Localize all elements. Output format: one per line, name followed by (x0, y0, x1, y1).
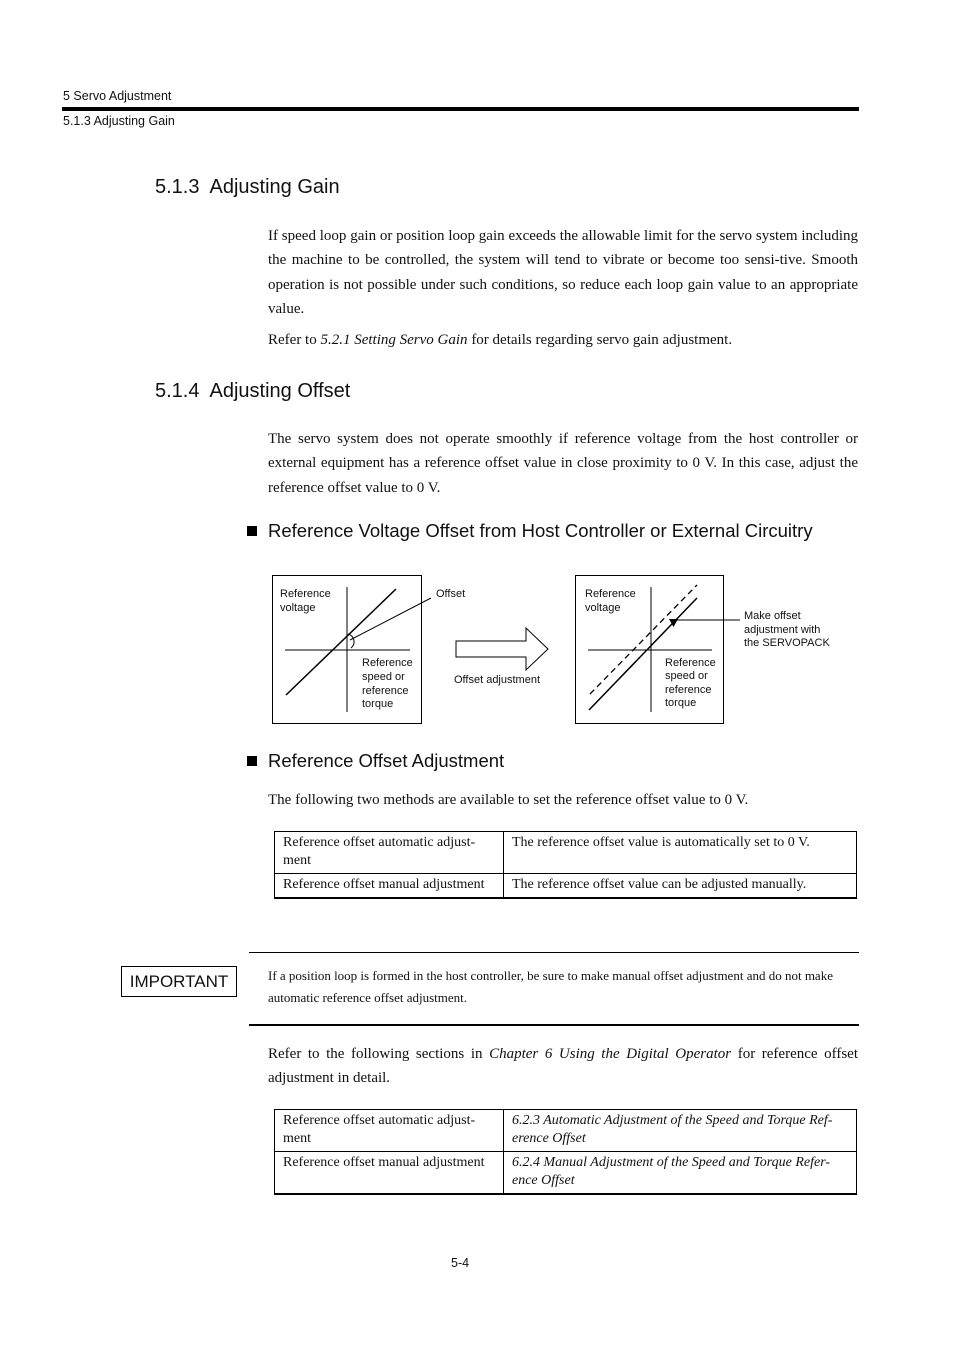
right-y-label-1: Reference (585, 588, 636, 600)
section-514-number: 5.1.4 (155, 380, 200, 402)
table-cell: Reference offset manual adjustment (275, 1152, 504, 1195)
left-x-label-1: Reference (362, 657, 413, 669)
section-513-heading (155, 176, 340, 199)
square-bullet-icon (247, 526, 257, 536)
table-cell-link (504, 1152, 857, 1195)
header-chapter: 5 Servo Adjustment (63, 89, 172, 103)
refer-chapter-link: Chapter 6 Using the Digital Operator (489, 1046, 732, 1062)
callout-label-1: Make offset (744, 610, 801, 622)
left-x-label-2: speed or (362, 671, 405, 683)
section-514-heading (155, 380, 350, 403)
section-ref-623: 6.2.3 Automatic Adjustment of the Speed and Torque Ref-erence Offset (512, 1113, 833, 1146)
section-513-paragraph: If speed loop gain or position loop gain exceeds the allowable limit for the servo system including the machine to be controlled, the system will tend to vibrate or become too sensi-tive. Smooth operation is not possible under such conditions, so reduce each loop gain value to an appropriate value. (268, 228, 858, 317)
section-513-number: 5.1.3 (155, 176, 200, 198)
subsection-voltage-offset-title: Reference Voltage Offset from Host Controller or External Circuitry (268, 520, 813, 541)
header-rule (62, 107, 859, 111)
page-number: 5-4 (451, 1256, 470, 1270)
refer-servo-gain-link: 5.2.1 Setting Servo Gain (320, 332, 468, 348)
section-514-paragraph: The servo system does not operate smoothly if reference voltage from the host controller or external equipment has a reference offset value in close proximity to 0 V. In this case, adjust the reference offset value to 0 V. (268, 431, 858, 496)
right-x-label-1: Reference (665, 657, 716, 669)
section-514-title: Adjusting Offset (209, 380, 351, 402)
subsection-offset-adjustment-heading (247, 750, 504, 772)
offset-adjustment-intro: The following two methods are available to set the reference offset value to 0 V. (268, 792, 749, 808)
adjustment-methods-table (274, 831, 857, 899)
refer-suffix: for details regarding servo gain adjustment. (467, 332, 733, 348)
right-x-label-3: reference (665, 684, 712, 696)
section-ref-624: 6.2.4 Manual Adjustment of the Speed and Torque Refer-ence Offset (512, 1155, 831, 1188)
header-section: 5.1.3 Adjusting Gain (63, 114, 175, 128)
callout-label-2: adjustment with (744, 624, 821, 636)
section-513-title: Adjusting Gain (209, 176, 340, 198)
table-cell: Reference offset manual adjustment (275, 874, 504, 899)
offset-adjustment-figure (270, 572, 840, 728)
reference-sections-table (274, 1109, 857, 1195)
table-cell: Reference offset automatic adjust-ment (275, 1110, 504, 1152)
important-top-rule (249, 952, 859, 953)
important-text: If a position loop is formed in the host controller, be sure to make manual offset adjustment and do not make automatic reference offset adjustment. (268, 968, 833, 1005)
refer-chapter-suffix: for reference offset adjustment in detail. (268, 1046, 858, 1087)
subsection-voltage-offset-heading (247, 520, 813, 542)
offset-label: Offset (436, 588, 466, 600)
refer-prefix: Refer to (268, 332, 321, 348)
table-row (275, 1110, 857, 1152)
important-bottom-rule (249, 1024, 859, 1026)
right-x-label-2: speed or (665, 670, 708, 682)
table-row (275, 832, 857, 874)
refer-chapter-paragraph (268, 1042, 858, 1091)
right-y-label-2: voltage (585, 602, 621, 614)
square-bullet-icon (247, 756, 257, 766)
table-cell: Reference offset automatic adjust-ment (275, 832, 504, 874)
right-x-label-4: torque (665, 697, 697, 709)
table-cell: The reference offset value is automatically set to 0 V. (504, 832, 857, 874)
left-x-label-3: reference (362, 685, 409, 697)
subsection-offset-adjustment-title: Reference Offset Adjustment (268, 750, 505, 771)
arrow-label: Offset adjustment (454, 674, 541, 686)
offset-adjustment-arrow-icon (456, 628, 548, 670)
table-cell: The reference offset value can be adjusted manually. (504, 874, 857, 899)
callout-label-3: the SERVOPACK (744, 637, 830, 649)
table-cell-link (504, 1110, 857, 1152)
refer-chapter-prefix: Refer to the following sections in (268, 1046, 490, 1062)
offset-arc (348, 634, 354, 648)
table-row (275, 874, 857, 899)
left-x-label-4: torque (362, 698, 394, 710)
important-label: IMPORTANT (121, 966, 237, 997)
offset-leader-line (350, 598, 431, 640)
table-row (275, 1152, 857, 1195)
left-y-label-1: Reference (280, 588, 331, 600)
section-513-refer (268, 328, 858, 352)
left-y-label-2: voltage (280, 602, 316, 614)
